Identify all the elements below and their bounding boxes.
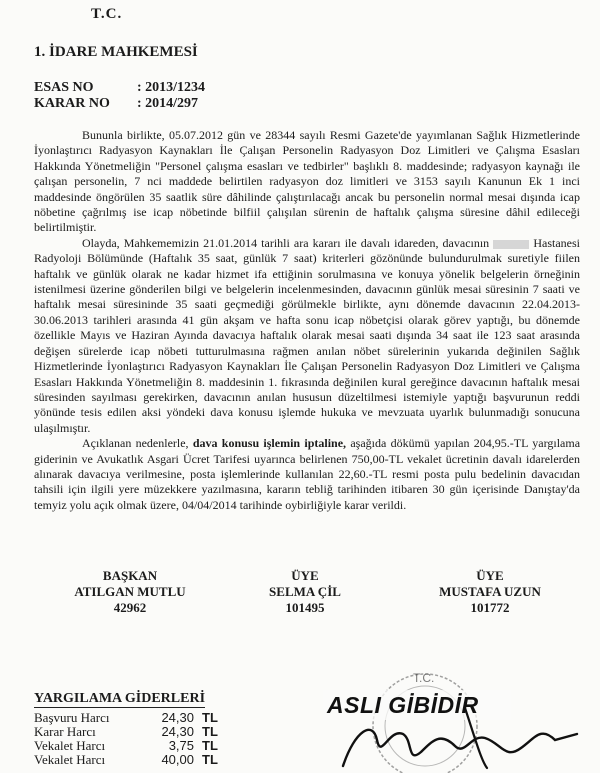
signatory-role: ÜYE <box>291 568 319 583</box>
paragraph-2 <box>34 236 580 436</box>
cost-row <box>34 753 232 767</box>
esas-no-row <box>34 80 205 96</box>
paragraph-2-rest: Hastanesi Radyoloji Bölümünde (Haftalık 35 saat, günlük 7 saat) kriterleri gözönünde bulundurulmak suretiyle fiilen haftalık ve günlük olarak ne kadar hizmet ifa ettiğinin sorulmasına ve konuya yönelik belgelerin örneğinin istenilmesi üzerine gönderilen bilgi ve belgelerin incelenmesinden, davacının günlük mesai süresinin 7 saati ve haftalık mesai süresininde 35 saati geçmediği görülmekle birlikte, aynı dönemde davacının 22.04.2013-30.06.2013 tarihleri arasında 41 gün akşam ve hafta sonu icap nöbetçisi olarak görev yaptığı, bu dönemde özellikle Mayıs ve Haziran Ayında davacıya haftalık olarak mesai saati dışında 34 saat ile 123 saat arasında değişen sürelerde icap nöbeti tutturulmasına rağmen anılan nöbet sürelerinin yukarıda değinilen Sağlık Hizmetlerinde İyonlaştırıcı Radyasyon Kaynakları İle Çalışan Personelin Radyasyon Doz Limitleri ve Çalışma Esasları Hakkında Yönetmeliğin 8. maddesinin 1. fıkrasında değinilen kural gereğince davacının haftalık mesai süresinden sayılması gerekirken, davacının anılan hususun düzeltilmesi istemiyle yaptığı başvurunun reddi yönünde tesis edilen aksi yöndeki dava konusu işlemde hukuka ve mevzuata uyarlık bulunmadığı sonucuna ulaşılmıştır. <box>34 235 580 435</box>
signatory-member-1 <box>240 568 370 616</box>
cost-label: Başvuru Harcı <box>34 710 110 725</box>
paragraph-3-start: Açıklanan nedenlerle, <box>82 436 189 451</box>
cost-currency: TL <box>202 738 218 753</box>
document-body <box>34 128 580 513</box>
redacted-name <box>493 240 529 249</box>
cost-label: Vekalet Harcı <box>34 752 106 767</box>
esas-no-value: : 2013/1234 <box>137 80 206 95</box>
karar-no-label: KARAR NO <box>34 96 110 111</box>
cost-row <box>34 739 232 753</box>
signatory-chair <box>60 568 200 616</box>
paragraph-1: Bununla birlikte, 05.07.2012 gün ve 28344 sayılı Resmi Gazete'de yayımlanan Sağlık Hizmetlerinde İyonlaştırıcı Radyasyon Kaynakları İle Çalışan Personelin Radyasyon Doz Limitleri ve Çalışma Esasları Hakkında Yönetmeliğin "Personel çalışma esasları ve tedbirler" başlıklı 8. maddesinde; radyasyon kaynağı ile çalışan personelin, 7 nci maddede belirtilen radyasyon doz limitleri ve 3153 sayılı Kanunun Ek 1 inci maddesinde öngörülen 35 saatlik süre dâhilinde çalıştırılacağı ancak bu personelin normal mesai dışında icap nöbetine çağrılmış ise icap nöbetinde bilfiil çalışılan sürenin de haftalık çalışma süresine dâhil edileceği belirtilmiştir. <box>34 128 580 235</box>
certified-copy-label: ASLI GİBİDİR <box>327 692 479 718</box>
cost-row <box>34 711 232 725</box>
cost-amount: 3,75 <box>168 738 194 753</box>
paragraph-3 <box>34 436 580 513</box>
cost-amount: 24,30 <box>161 724 194 739</box>
cost-currency: TL <box>202 752 218 767</box>
cost-amount: 40,00 <box>161 752 194 767</box>
signatory-role: ÜYE <box>476 568 504 583</box>
court-name: 1. İDARE MAHKEMESİ <box>34 44 198 60</box>
karar-no-row <box>34 96 198 112</box>
cost-amount: 24,30 <box>161 710 194 725</box>
signatory-id: 101495 <box>285 600 325 615</box>
cost-currency: TL <box>202 724 218 739</box>
signatory-id: 101772 <box>470 600 510 615</box>
signatory-id: 42962 <box>113 600 147 615</box>
paragraph-3-decision: dava konusu işlemin iptaline, <box>192 436 347 451</box>
paragraph-3-rest: aşağıda dökümü yapılan 204,95.-TL yargılama giderinin ve Avukatlık Asgari Ücret Tarifesi uyarınca belirlenen 750,00-TL vekalet ücretinin davalı idarelerden alınarak davacıya verilmesine, posta işlemlerinde kullanılan 22,60.-TL resmi posta pulu bedelinin davacıdan tahsili için ilgili yere müzekkere yazılmasına, kararın tebliğ tarihinden itibaren 30 gün içerisinde Danıştay'da temyiz yolu açık olmak üzere, 04/04/2014 tarihinde oybirliğiyle karar verildi. <box>34 436 581 512</box>
header-tc: T.C. <box>91 6 123 22</box>
signatory-name: ATILGAN MUTLU <box>74 584 186 599</box>
signatory-role: BAŞKAN <box>102 568 158 583</box>
costs-title: YARGILAMA GİDERLERİ <box>34 691 206 706</box>
paragraph-2-start: Olayda, Mahkememizin 21.01.2014 tarihli ara kararı ile davalı idareden, davacının <box>82 235 490 250</box>
seal-text: T.C. <box>413 671 435 685</box>
signatory-name: MUSTAFA UZUN <box>439 584 541 599</box>
signatory-name: SELMA ÇİL <box>269 584 341 599</box>
seal-icon <box>373 674 477 773</box>
karar-no-value: : 2014/297 <box>137 96 199 111</box>
esas-no-label: ESAS NO <box>34 80 94 95</box>
cost-currency: TL <box>202 710 218 725</box>
certified-copy-stamp <box>315 668 585 773</box>
cost-label: Karar Harcı <box>34 724 96 739</box>
cost-label: Vekalet Harcı <box>34 738 106 753</box>
court-costs-table <box>34 690 232 767</box>
signatory-member-2 <box>420 568 560 616</box>
cost-row <box>34 725 232 739</box>
